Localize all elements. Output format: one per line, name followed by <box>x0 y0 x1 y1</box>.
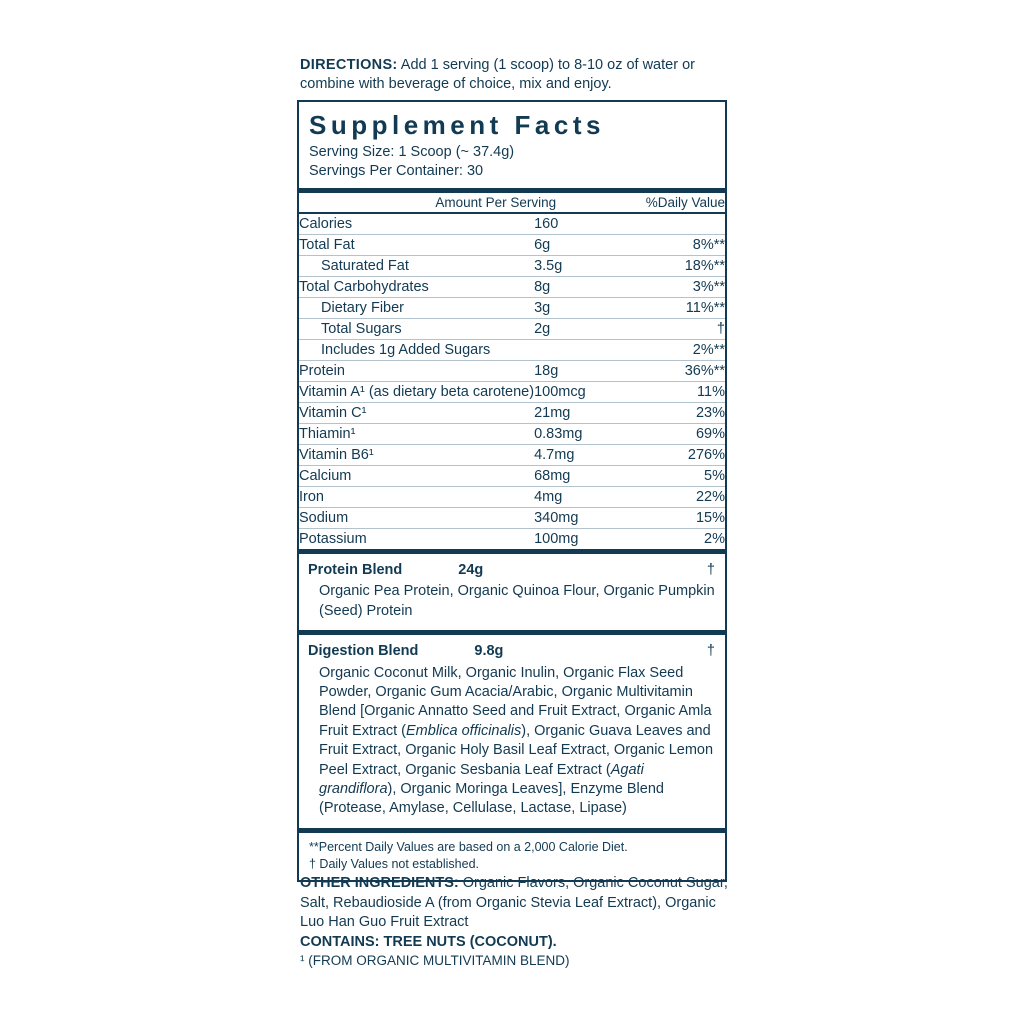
digestion-blend-name: Digestion Blend <box>308 643 419 660</box>
nutrient-amount: 100mcg <box>534 381 649 402</box>
nutrient-daily-value: 15% <box>650 507 726 528</box>
nutrient-name: Sodium <box>299 507 534 528</box>
nutrition-row <box>299 297 725 318</box>
nutrition-row <box>299 528 725 549</box>
digestion-blend-header <box>308 642 715 661</box>
nutrient-daily-value: † <box>650 318 726 339</box>
servings-per-container: Servings Per Container: 30 <box>309 163 484 180</box>
nutrient-name: Total Sugars <box>299 318 534 339</box>
digestion-blend-amount: 9.8g <box>474 643 504 660</box>
nutrient-amount: 6g <box>534 234 649 255</box>
nutrient-amount: 4mg <box>534 486 649 507</box>
serving-size: Serving Size: 1 Scoop (~ 37.4g) <box>309 144 515 160</box>
directions-label: DIRECTIONS: <box>300 57 398 73</box>
nutrient-name: Total Carbohydrates <box>299 276 534 297</box>
nutrient-name: Calcium <box>299 465 534 486</box>
nutrient-amount: 340mg <box>534 507 649 528</box>
nutrition-row <box>299 507 725 528</box>
nutrient-name: Potassium <box>299 530 367 547</box>
panel-title: Supplement Facts <box>309 110 605 140</box>
nutrient-amount: 21mg <box>534 402 649 423</box>
nutrient-amount: 18g <box>534 360 649 381</box>
nutrient-amount: 4.7mg <box>534 444 649 465</box>
nutrient-daily-value: 22% <box>650 486 726 507</box>
contains-allergen-statement: CONTAINS: TREE NUTS (COCONUT). <box>300 933 557 950</box>
nutrient-daily-value: 276% <box>650 444 726 465</box>
other-ingredients-block <box>300 874 730 970</box>
footnote-daily-values: **Percent Daily Values are based on a 2,000 Calorie Diet. <box>309 839 628 854</box>
footnote-dagger: † Daily Values not established. <box>309 857 480 872</box>
nutrient-name: Total Fat <box>299 234 534 255</box>
nutrient-daily-value: 11% <box>650 381 726 402</box>
digestion-blend-block <box>299 635 725 828</box>
multivitamin-footnote: ¹ (FROM ORGANIC MULTIVITAMIN BLEND) <box>300 953 570 969</box>
nutrition-row <box>299 423 725 444</box>
nutrition-row <box>299 465 725 486</box>
other-ingredients-line <box>300 874 730 933</box>
nutrient-name: Calories <box>299 214 534 235</box>
directions-text: Add 1 serving (1 scoop) to 8-10 oz of water or combine with beverage of choice, mix and enjoy. <box>300 57 695 93</box>
nutrition-header-row <box>299 193 725 212</box>
nutrition-row <box>299 360 725 381</box>
digestion-blend-ingredients: Organic Coconut Milk, Organic Inulin, Organic Flax Seed Powder, Organic Gum Acacia/Arabic, Organic Multivitamin Blend [Organic Annatto Seed and Fruit Extract, Organic Amla Fruit Extract (Emblica officinalis), Organic Guava Leaves and Fruit Extract, Organic Holy Basil Leaf Extract, Organic Lemon Peel Extract, Organic Sesbania Leaf Extract (Agati grandiflora), Organic Moringa Leaves], Enzyme Blend (Protease, Amylase, Cellulase, Lactase, Lipase) <box>319 664 714 817</box>
nutrient-daily-value: 3%** <box>650 276 726 297</box>
nutrient-name: Thiamin¹ <box>299 423 534 444</box>
nutrient-name: Iron <box>299 486 534 507</box>
nutrient-daily-value: 18%** <box>650 255 726 276</box>
nutrient-amount: 100mg <box>534 530 579 547</box>
nutrient-name: Vitamin B6¹ <box>299 444 534 465</box>
nutrient-amount <box>534 339 649 360</box>
nutrient-daily-value: 5% <box>650 465 726 486</box>
nutrient-amount: 160 <box>534 214 649 235</box>
nutrient-daily-value: 2% <box>704 530 725 547</box>
nutrient-daily-value: 11%** <box>650 297 726 318</box>
header-daily-value: %Daily Value <box>645 194 725 210</box>
protein-blend-ingredients: Organic Pea Protein, Organic Quinoa Flour, Organic Pumpkin (Seed) Protein <box>319 583 715 619</box>
supplement-facts-panel <box>297 100 727 882</box>
nutrient-amount: 8g <box>534 276 649 297</box>
nutrition-row <box>299 339 725 360</box>
nutrient-amount: 2g <box>534 318 649 339</box>
nutrition-row <box>299 318 725 339</box>
nutrition-row <box>299 402 725 423</box>
nutrition-row <box>299 234 725 255</box>
digestion-blend-dagger: † <box>706 643 715 660</box>
nutrient-name: Vitamin C¹ <box>299 402 534 423</box>
nutrition-row <box>299 486 725 507</box>
nutrition-header-table <box>299 193 725 212</box>
nutrition-row <box>299 255 725 276</box>
nutrition-row <box>299 276 725 297</box>
other-ingredients-text: Organic Flavors, Organic Coconut Sugar, Salt, Rebaudioside A (from Organic Stevia Leaf Extract), Organic Luo Han Guo Fruit Extract <box>300 875 728 931</box>
nutrient-daily-value <box>650 214 726 235</box>
nutrient-amount: 68mg <box>534 465 649 486</box>
nutrition-row <box>299 381 725 402</box>
protein-blend-dagger: † <box>706 561 715 578</box>
nutrient-daily-value: 23% <box>650 402 726 423</box>
serving-info <box>299 143 725 188</box>
nutrient-amount: 3.5g <box>534 255 649 276</box>
nutrient-daily-value: 2%** <box>650 339 726 360</box>
other-ingredients-label: OTHER INGREDIENTS: <box>300 875 459 891</box>
directions-block <box>300 56 726 94</box>
nutrient-name: Includes 1g Added Sugars <box>299 339 534 360</box>
nutrient-name: Protein <box>299 360 534 381</box>
nutrition-table <box>299 214 725 549</box>
nutrient-amount: 3g <box>534 297 649 318</box>
nutrient-daily-value: 69% <box>650 423 726 444</box>
nutrient-daily-value: 8%** <box>650 234 726 255</box>
nutrient-amount: 0.83mg <box>534 423 649 444</box>
nutrition-row <box>299 444 725 465</box>
nutrient-name: Dietary Fiber <box>299 297 534 318</box>
protein-blend-header <box>308 561 715 580</box>
nutrient-name: Vitamin A¹ (as dietary beta carotene) <box>299 381 534 402</box>
header-amount-per-serving: Amount Per Serving <box>435 194 557 210</box>
protein-blend-block <box>299 554 725 630</box>
nutrient-name: Saturated Fat <box>299 255 534 276</box>
protein-blend-name: Protein Blend <box>308 561 403 578</box>
protein-blend-amount: 24g <box>458 561 484 578</box>
nutrition-row <box>299 214 725 235</box>
nutrient-daily-value: 36%** <box>650 360 726 381</box>
